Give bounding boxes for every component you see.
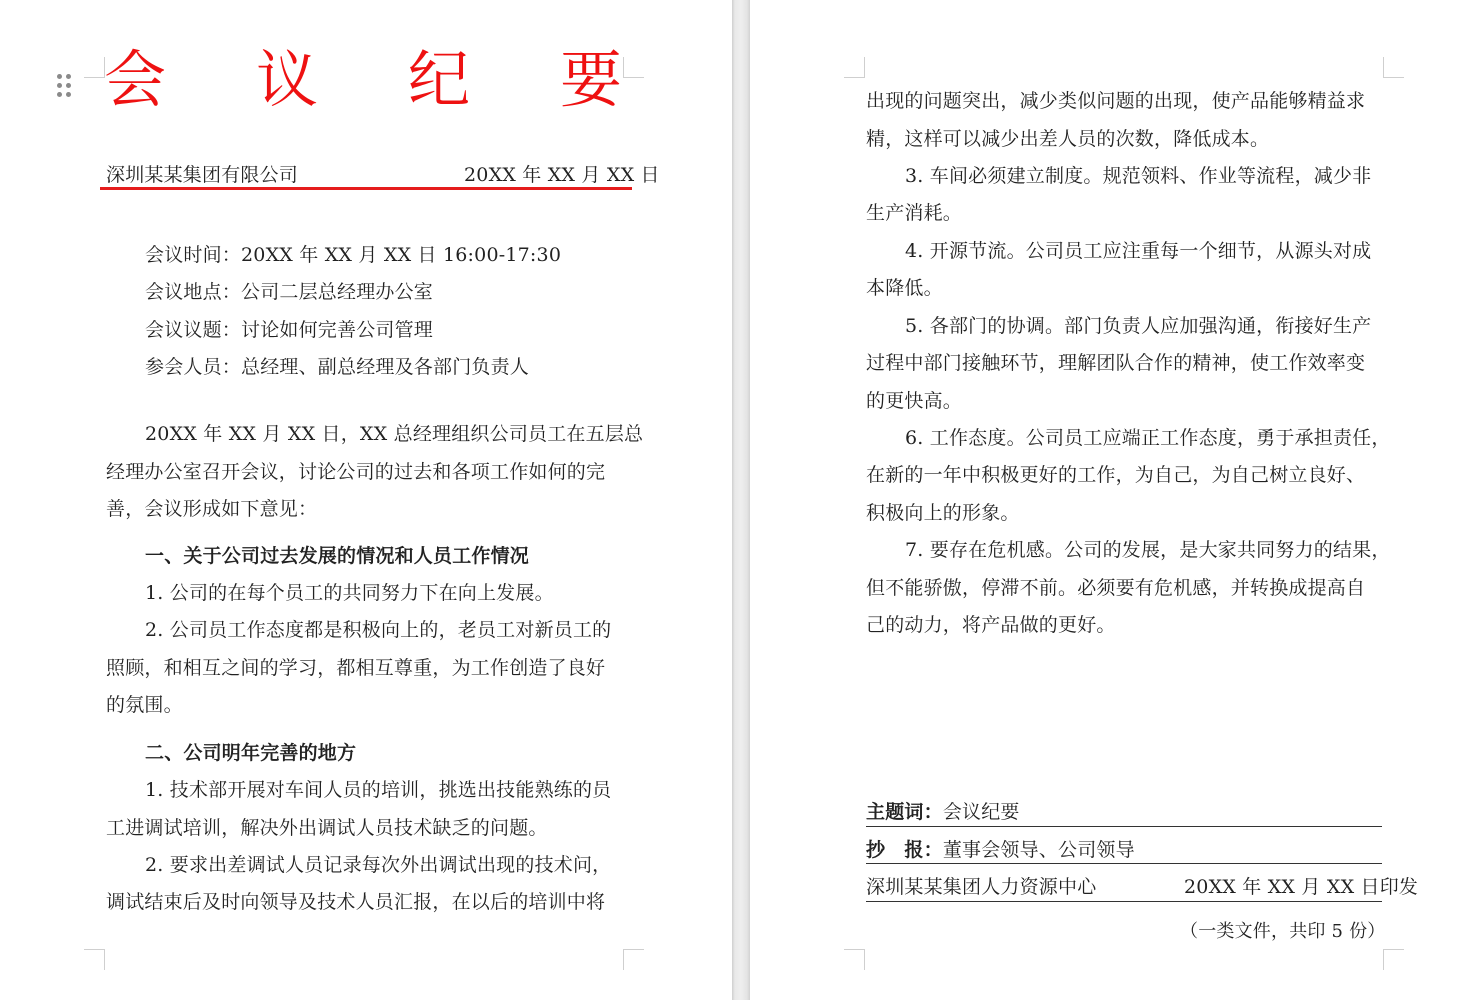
cc-label: 抄 报： <box>866 839 943 861</box>
section-2-item-5-line-1: 5. 各部门的协调。部门负责人应加强沟通，衔接好生产 <box>905 315 1372 337</box>
section-2-item-4-line-2: 本降低。 <box>866 277 943 299</box>
print-date: 20XX 年 XX 月 XX 日印发 <box>1184 876 1419 898</box>
footer-rule-2 <box>866 863 1382 864</box>
red-header-rule <box>100 187 632 190</box>
crop-mark-bottom-left <box>84 949 105 970</box>
title-char-2: 议 <box>256 43 319 116</box>
section-2-item-6-line-1: 6. 工作态度。公司员工应端正工作态度，勇于承担责任， <box>905 427 1391 449</box>
crop-mark-top-right <box>1383 57 1404 78</box>
section-2-item-1-line-2: 工进调试培训，解决外出调试人员技术缺乏的问题。 <box>106 817 548 839</box>
intro-line-2: 经理办公室召开会议，讨论公司的过去和各项工作如何的完 <box>106 461 606 483</box>
section-2-item-1-line-1: 1. 技术部开展对车间人员的培训，挑选出技能熟练的员 <box>145 779 612 801</box>
subject-label: 主题词： <box>866 801 943 823</box>
title-char-1: 会 <box>104 43 167 116</box>
drag-handle-icon[interactable] <box>57 74 73 100</box>
section-1-item-2-line-2: 照顾，和相互之间的学习，都相互尊重，为工作创造了良好 <box>106 657 606 679</box>
footer-rule-1 <box>866 826 1382 827</box>
section-2-item-4-line-1: 4. 开源节流。公司员工应注重每一个细节，从源头对成 <box>905 240 1372 262</box>
section-2-item-7-line-3: 己的动力，将产品做的更好。 <box>866 614 1116 636</box>
section-2-item-6-line-3: 积极向上的形象。 <box>866 502 1020 524</box>
intro-line-3: 善，会议形成如下意见： <box>106 498 318 520</box>
crop-mark-top-left <box>84 57 105 78</box>
cc-row <box>866 837 1135 863</box>
section-2-item-5-line-3: 的更快高。 <box>866 390 963 412</box>
meeting-attendees: 参会人员：总经理、副总经理及各部门负责人 <box>145 356 530 378</box>
section-2-item-7-line-1: 7. 要存在危机感。公司的发展，是大家共同努力的结果， <box>905 539 1391 561</box>
section-2-item-5-line-2: 过程中部门接触环节，理解团队合作的精神，使工作效率变 <box>866 352 1366 374</box>
section-2-heading: 二、公司明年完善的地方 <box>145 742 357 764</box>
page-1 <box>0 0 732 1000</box>
issuing-company: 深圳某某集团有限公司 <box>106 164 299 186</box>
section-2-item-6-line-2: 在新的一年中积极更好的工作，为自己，为自己树立良好、 <box>866 464 1366 486</box>
title-char-4: 要 <box>560 43 623 116</box>
section-2-item-2-line-4: 精，这样可以减少出差人员的次数，降低成本。 <box>866 128 1270 150</box>
intro-line-1: 20XX 年 XX 月 XX 日，XX 总经理组织公司员工在五层总 <box>145 423 644 445</box>
section-1-heading: 一、关于公司过去发展的情况和人员工作情况 <box>145 545 530 567</box>
crop-mark-top-left <box>844 57 865 78</box>
issue-date: 20XX 年 XX 月 XX 日 <box>464 164 660 186</box>
crop-mark-top-right <box>623 57 644 78</box>
subject-row <box>866 799 1020 825</box>
meeting-time: 会议时间：20XX 年 XX 月 XX 日 16:00-17:30 <box>145 244 562 266</box>
section-2-item-3-line-2: 生产消耗。 <box>866 202 963 224</box>
section-2-item-3-line-1: 3. 车间必须建立制度。规范领料、作业等流程，减少非 <box>905 165 1372 187</box>
issuer: 深圳某某集团人力资源中心 <box>866 876 1097 898</box>
section-2-item-2-line-3: 出现的问题突出，减少类似问题的出现，使产品能够精益求 <box>866 90 1366 112</box>
subject-value: 会议纪要 <box>942 801 1020 823</box>
title-char-3: 纪 <box>408 43 471 116</box>
section-1-item-2-line-3: 的氛围。 <box>106 694 183 716</box>
section-2-item-2-line-1: 2. 要求出差调试人员记录每次外出调试出现的技术问， <box>145 854 612 876</box>
section-2-item-7-line-2: 但不能骄傲，停滞不前。必须要有危机感，并转换成提高自 <box>866 577 1366 599</box>
copies-note: （一类文件，共印 5 份） <box>1180 921 1386 942</box>
crop-mark-bottom-right <box>1383 949 1404 970</box>
cc-value: 董事会领导、公司领导 <box>942 839 1135 861</box>
section-1-item-1: 1. 公司的在每个员工的共同努力下在向上发展。 <box>145 582 554 604</box>
page-gutter <box>732 0 750 1000</box>
meeting-place: 会议地点：公司二层总经理办公室 <box>145 281 434 303</box>
meeting-topic: 会议议题：讨论如何完善公司管理 <box>145 319 434 341</box>
footer-rule-3 <box>866 901 1382 902</box>
crop-mark-bottom-right <box>623 949 644 970</box>
crop-mark-bottom-left <box>844 949 865 970</box>
section-1-item-2-line-1: 2. 公司员工作态度都是积极向上的，老员工对新员工的 <box>145 619 612 641</box>
section-2-item-2-line-2: 调试结束后及时向领导及技术人员汇报，在以后的培训中将 <box>106 891 606 913</box>
